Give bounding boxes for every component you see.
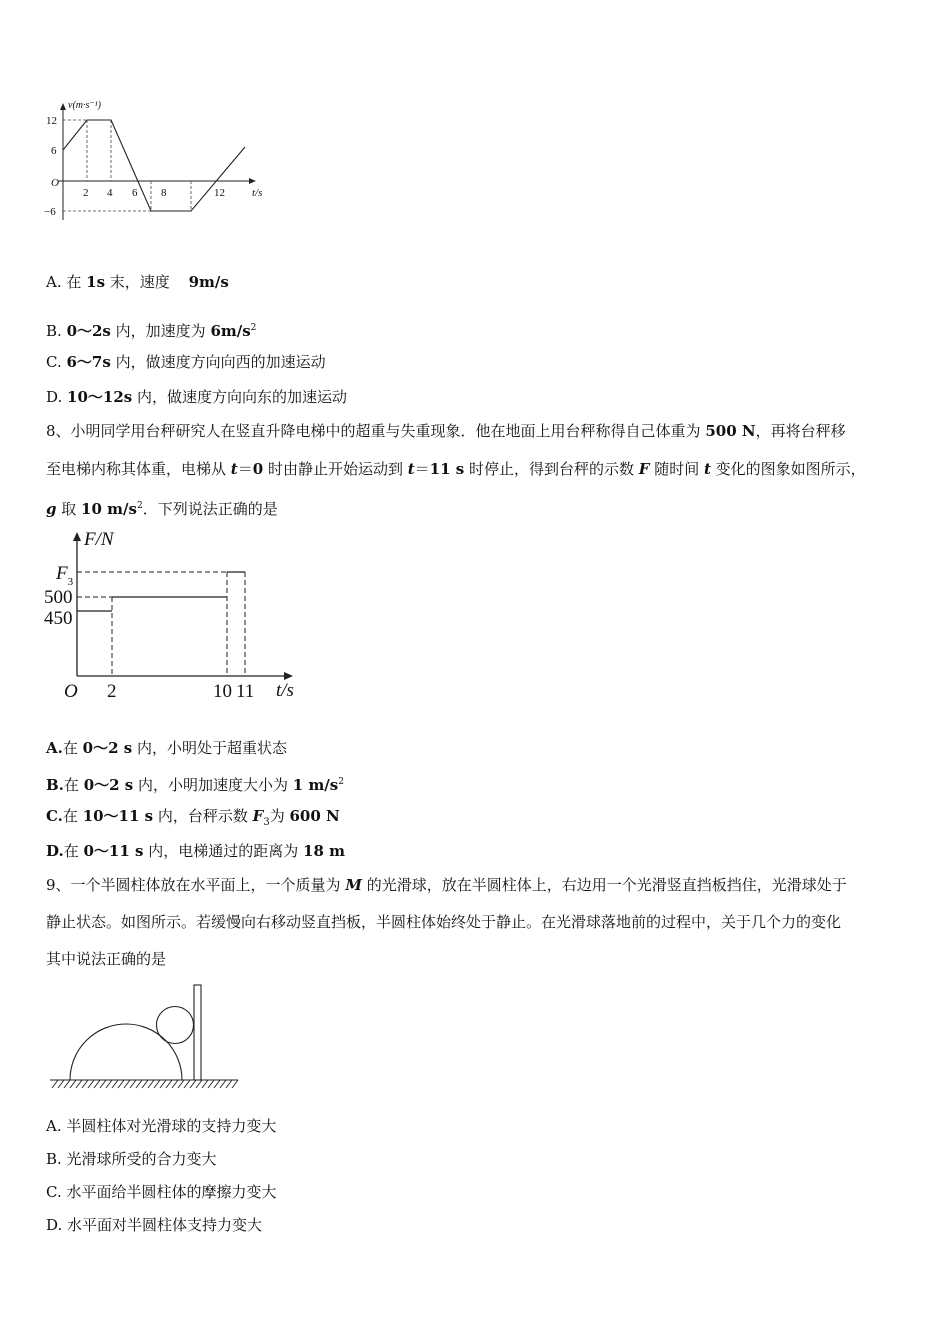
q9-stem-line-2: 静止状态。如图所示。若缓慢向右移动竖直挡板，半圆柱体始终处于静止。在光滑球落地前的过程中，关于几个力的变化	[46, 913, 842, 931]
q8-stem-line-3: g 取 10 $m/s^2$．下列说法正确的是	[46, 500, 278, 518]
q9-stem-line-1: 9、一个半圆柱体放在水平面上，一个质量为 M 的光滑球，放在半圆柱体上，右边用一个光滑竖直挡板挡住，光滑球处于	[46, 876, 847, 894]
y-tick-label: −6	[44, 206, 56, 218]
velocity-time-graph	[40, 95, 280, 230]
graph-y-axis-label: v(m·s⁻¹)	[68, 100, 101, 111]
half-cylinder	[70, 1024, 182, 1080]
option-b: B. 0～2s 内，加速度为 $6m/s^2$	[46, 322, 257, 340]
graph-origin: O	[64, 681, 78, 702]
force-time-graph	[40, 526, 310, 706]
q8-stem-line-1: 8、小明同学用台秤研究人在竖直升降电梯中的超重与失重现象．他在地面上用台秤称得自己体重为 500 N，再将台秤移	[46, 422, 846, 440]
option-d: D. 10～12s 内，做速度方向向东的加速运动	[46, 388, 348, 406]
x-tick-label: 4	[107, 187, 113, 199]
graph-y-axis-label: F/N	[84, 529, 114, 550]
y-tick-label: 6	[51, 145, 57, 157]
ground-hatching	[52, 1080, 238, 1088]
q8-option-a: A.在 0～2 s 内，小明处于超重状态	[46, 739, 287, 757]
x-tick-label: 12	[214, 187, 225, 199]
x-tick-label: 8	[161, 187, 167, 199]
q8-option-d: D.在 0～11 s 内，电梯通过的距离为 18 m	[46, 842, 345, 860]
option-c: C. 6～7s 内，做速度方向向西的加速运动	[46, 353, 326, 371]
x-tick-label: 11	[236, 681, 255, 702]
graph-x-axis-label: t/s	[252, 187, 263, 199]
q8-option-b: B.在 0～2 s 内，小明加速度大小为 1 $m/s^2$	[46, 776, 344, 794]
q8-stem-line-2: 至电梯内称其体重，电梯从 t＝0 时由静止开始运动到 t＝11 s 时停止，得到台秤的示数 F 随时间 t 变化的图象如图所示，	[46, 460, 866, 478]
q9-option-a: A. 半圆柱体对光滑球的支持力变大	[46, 1117, 277, 1135]
q9-option-c: C. 水平面给半圆柱体的摩擦力变大	[46, 1183, 277, 1201]
f3-tick-label: $F_3$	[56, 563, 74, 588]
graph-origin: O	[51, 177, 59, 189]
x-tick-label: 2	[107, 681, 117, 702]
smooth-ball	[157, 1007, 194, 1044]
q9-option-d: D. 水平面对半圆柱体支持力变大	[46, 1216, 263, 1234]
vertical-board	[194, 985, 201, 1080]
y-tick-label: 500	[44, 587, 73, 608]
graph-x-axis-label: t/s	[276, 680, 294, 701]
y-tick-label: 12	[46, 115, 57, 127]
half-cylinder-figure	[46, 980, 246, 1090]
y-tick-label: 450	[44, 608, 73, 629]
x-tick-label: 6	[132, 187, 138, 199]
q9-option-b: B. 光滑球所受的合力变大	[46, 1150, 217, 1168]
option-a: A. 在 1s 末，速度 9m/s	[46, 273, 229, 291]
q8-option-c: C.在 10～11 s 内，台秤示数 $F_3$为 600 N	[46, 807, 340, 828]
x-tick-label: 2	[83, 187, 89, 199]
x-tick-label: 10	[213, 681, 232, 702]
q9-stem-line-3: 其中说法正确的是	[46, 950, 167, 968]
